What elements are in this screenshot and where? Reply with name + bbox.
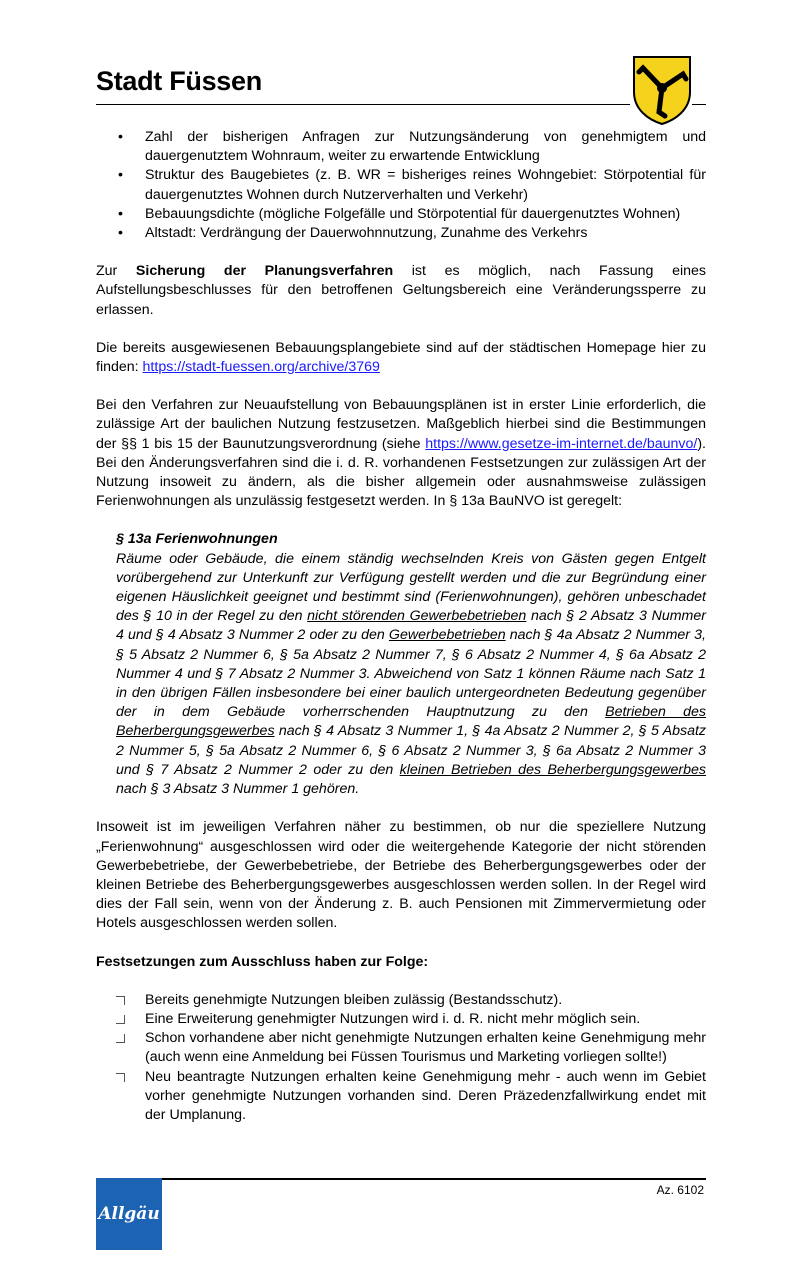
city-crest-icon <box>631 54 693 126</box>
text-run: nach § 2 Absatz 3 Nummer 4 und § 4 Absatz 3 Nummer 2 oder zu den <box>116 608 706 644</box>
footer-divider <box>96 1178 706 1180</box>
list-item <box>96 1029 706 1067</box>
text-run: Zur <box>96 263 136 280</box>
document-body <box>96 128 706 1125</box>
paragraph-insoweit: Insoweit ist im jeweiligen Verfahren näher zu bestimmen, ob nur die speziellere Nutzung „Ferienwohnung“ ausgeschlossen wird oder die weitergehende Kategorie der nicht störenden Gewerbebetriebe, der Gewerbebetriebe, der Betriebe des Beherbergungsgewerbes oder der kleinen Betriebe des Beherbergungsgewerbes ausgeschlossen werden sollen. In der Regel wird dies der Fall sein, wenn von der Änderung z. B. auch Pensionen mit Zimmervermietung oder Hotels ausgeschlossen werden sollen. <box>96 819 706 932</box>
checkbox-mark-icon <box>116 1073 125 1082</box>
paragraph-sicherung <box>96 262 706 320</box>
page-title: Stadt Füssen <box>96 66 262 96</box>
law-quote <box>116 530 706 799</box>
text-run: nach § 4 Absatz 3 Nummer 1, § 4a Absatz 2 Nummer 2, § 5 Absatz 2 Nummer 5, § 5a Absatz 2 Nummer 6, § 6 Absatz 2 Nummer 3, § 6a Absatz 2 Nummer 3 und § 7 Absatz 2 Nummer 2 oder zu den <box>116 723 706 778</box>
checkbox-mark-icon <box>116 1034 125 1043</box>
list-item: • Altstadt: Verdrängung der Dauerwohnnutzung, Zunahme des Verkehrs <box>96 224 706 243</box>
header-divider <box>96 104 630 105</box>
baunvo-link[interactable]: https://www.gesetze-im-internet.de/baunvo/ <box>425 435 698 452</box>
list-item: • Struktur des Baugebietes (z. B. WR = bisheriges reines Wohngebiet: Störpotential für dauergenutztes Wohnen durch Nutzerverhalten und Verkehr) <box>96 166 706 204</box>
file-reference: Az. 6102 <box>656 1183 704 1197</box>
list-item <box>96 1010 706 1029</box>
bold-text: Sicherung der Planungsverfahren <box>135 263 394 280</box>
underlined-text: Gewerbebetrieben <box>388 627 506 644</box>
list-item: • Zahl der bisherigen Anfragen zur Nutzungsänderung von genehmigtem und dauergenutztem Wohnraum, weiter zu erwartende Entwicklung <box>96 128 706 166</box>
quote-text <box>116 550 706 800</box>
list-item-text: Bereits genehmigte Nutzungen bleiben zulässig (Bestandsschutz). <box>145 991 563 1008</box>
header-divider-right <box>692 104 706 105</box>
section-heading: Festsetzungen zum Ausschluss haben zur Folge: <box>96 953 429 970</box>
list-item: • Bebauungsdichte (mögliche Folgefälle und Störpotential für dauergenutztes Wohnen) <box>96 205 706 224</box>
text-run: nach § 3 Absatz 3 Nummer 1 gehören. <box>116 781 360 798</box>
logo-text: Allgäu <box>98 1204 160 1224</box>
underlined-text: kleinen Betrieben des Beherbergungsgewerbes <box>399 761 706 778</box>
consequence-list <box>96 991 706 1125</box>
quote-title: § 13a Ferienwohnungen <box>116 531 278 548</box>
checkbox-mark-icon <box>116 1015 125 1024</box>
text-run: ist es möglich, nach Fassung eines Aufstellungsbeschlusses für den betroffenen Geltungsbereich eine Veränderungssperre zu erlassen. <box>96 263 706 318</box>
text-run: Räume oder Gebäude, die einem ständig wechselnden Kreis von Gästen gegen Entgelt vorübergehend zur Unterkunft zur Verfügung gestellt werden und die zur Begründung einer eigenen Häuslichkeit geeignet und bestimmt sind (Ferienwohnungen), gehören unbeschadet des § 10 in der Regel zu den <box>116 550 706 625</box>
paragraph-homepage <box>96 339 706 377</box>
paragraph-verfahren <box>96 396 706 511</box>
underlined-text: Betrieben des Beherbergungsgewerbes <box>116 704 706 740</box>
text-run: Die bereits ausgewiesenen Bebauungsplangebiete sind auf der städtischen Homepage hier zu finden: <box>96 339 706 376</box>
text-run: nach § 4a Absatz 2 Nummer 3, § 5 Absatz 2 Nummer 6, § 5a Absatz 2 Nummer 7, § 6 Absatz 2 Nummer 4, § 6a Absatz 2 Nummer 4 und § 7 Absatz 2 Nummer 3. Abweichend von Satz 1 können Räume nach Satz 1 in den übrigen Fällen insbesondere bei einer baulich untergeordneten Bedeutung gegenüber der in dem Gebäude vorherrschenden Hauptnutzung zu den <box>116 627 706 721</box>
list-item <box>96 991 706 1010</box>
allgaeu-logo <box>96 1178 162 1250</box>
homepage-link[interactable]: https://stadt-fuessen.org/archive/3769 <box>142 359 380 376</box>
text-run: Bei den Verfahren zur Neuaufstellung von Bebauungsplänen ist in erster Linie erforderlich, die zulässige Art der baulichen Nutzung festzusetzen. Maßgeblich hierbei sind die Bestimmungen der §§ 1 bis 15 der Baunutzungsverordnung (siehe <box>96 397 706 452</box>
list-item-text: Schon vorhandene aber nicht genehmigte Nutzungen erhalten keine Genehmigung mehr (auch wenn eine Anmeldung bei Füssen Tourismus und Marketing vorliegen sollte!) <box>145 1030 706 1066</box>
list-item-text: Eine Erweiterung genehmigter Nutzungen wird i. d. R. nicht mehr möglich sein. <box>145 1010 641 1027</box>
checkbox-mark-icon <box>116 996 125 1005</box>
list-item-text: Neu beantragte Nutzungen erhalten keine Genehmigung mehr - auch wenn im Gebiet vorher genehmigte Nutzungen vorhanden sind. Deren Präzedenzfallwirkung endet mit der Umplanung. <box>145 1068 706 1123</box>
underlined-text: nicht störenden Gewerbebetrieben <box>307 608 527 625</box>
criteria-list <box>96 128 706 243</box>
text-run: ). Bei den Änderungsverfahren sind die i. d. R. vorhandenen Festsetzungen zur zulässigen Art der Nutzung insoweit zu ändern, als die bisher allgemein oder ausnahmsweise zulässigen Ferienwohnungen als unzulässig festgesetzt werden. In § 13a BauNVO ist geregelt: <box>96 435 706 510</box>
list-item <box>96 1068 706 1126</box>
